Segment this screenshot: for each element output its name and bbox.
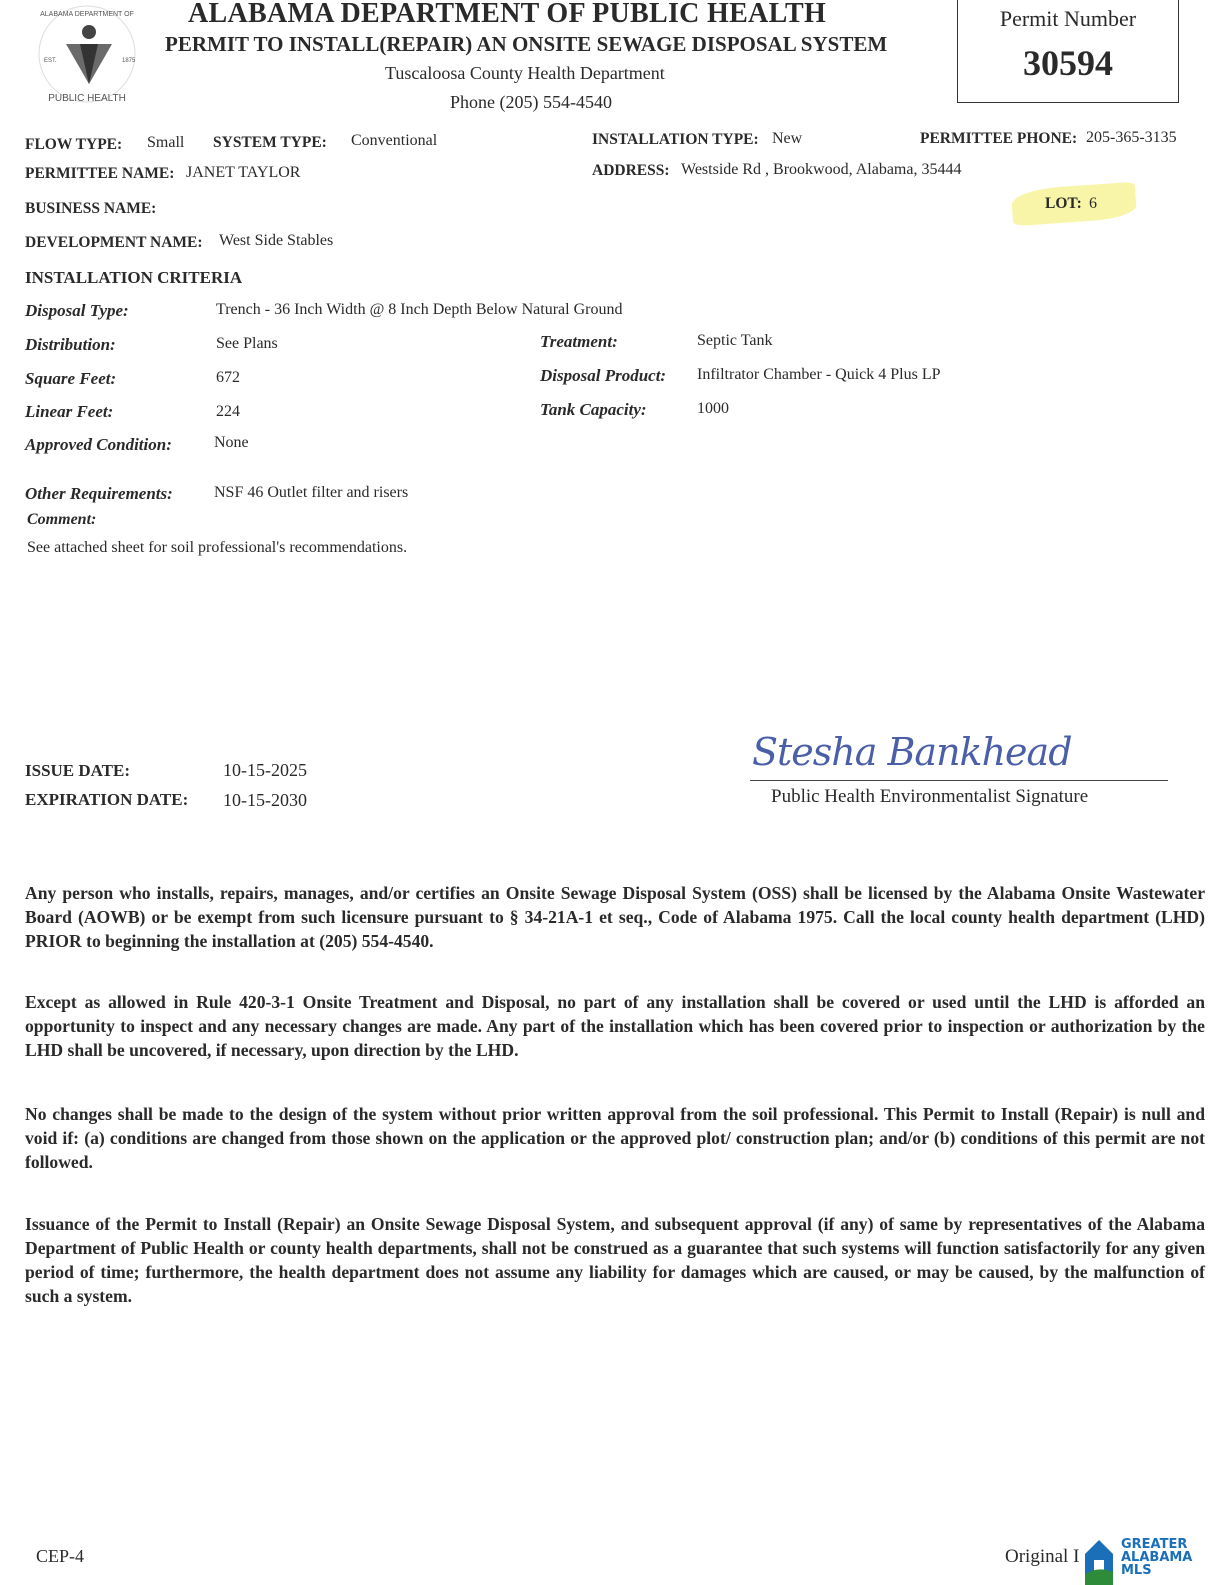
comment-value: See attached sheet for soil professional's recommendations. — [27, 539, 408, 556]
square-feet-label: Square Feet: — [25, 369, 117, 388]
expiration-date-value: 10-15-2030 — [223, 790, 307, 810]
lot-label: LOT: — [1045, 195, 1082, 212]
business-name-label: BUSINESS NAME: — [25, 200, 157, 217]
disposal-product-value: Infiltrator Chamber - Quick 4 Plus LP — [697, 366, 941, 383]
tank-capacity-value: 1000 — [697, 400, 729, 417]
approved-condition-label: Approved Condition: — [25, 435, 172, 454]
system-type-value: Conventional — [351, 132, 438, 149]
house-icon — [1084, 1538, 1114, 1585]
inspection-paragraph: Except as allowed in Rule 420-3-1 Onsite Treatment and Disposal, no part of any installation shall be covered or used until the LHD is afforded an opportunity to inspect and any necessary changes are made. Any part of the installation which has been covered prior to inspection or authorization by the LHD shall be uncovered, if necessary, upon direction by the LHD. — [25, 992, 1205, 1060]
treatment-value: Septic Tank — [697, 332, 773, 349]
address-value: Westside Rd , Brookwood, Alabama, 35444 — [681, 161, 962, 178]
mls-watermark — [1084, 1538, 1215, 1585]
issue-date-label: ISSUE DATE: — [25, 761, 131, 780]
installation-criteria-heading: INSTALLATION CRITERIA — [25, 268, 243, 287]
expiration-date-label: EXPIRATION DATE: — [25, 790, 189, 809]
permit-number: 30594 — [1023, 43, 1113, 83]
signature-line — [750, 780, 1168, 781]
disposal-type-label: Disposal Type: — [25, 301, 129, 320]
comment-label: Comment: — [27, 511, 97, 528]
tank-capacity-label: Tank Capacity: — [540, 400, 647, 419]
watermark-line: GREATER — [1121, 1537, 1188, 1552]
licensing-paragraph: Any person who installs, repairs, manages, and/or certifies an Onsite Sewage Disposal System (OSS) shall be licensed by the Alabama Onsite Wastewater Board (AOWB) or be exempt from such licensure pursuant to § 34-21A-1 et seq., Code of Alabama 1975. Call the local county health department (LHD) PRIOR to beginning the installation at (205) 554-4540. — [25, 883, 1205, 951]
other-requirements-label: Other Requirements: — [25, 484, 173, 503]
square-feet-value: 672 — [216, 369, 240, 386]
liability-paragraph: Issuance of the Permit to Install (Repair) an Onsite Sewage Disposal System, and subsequent approval (if any) of same by representatives of the Alabama Department of Public Health or county health departments, shall not be construed as a guarantee that such systems will function satisfactorily for any given period of time; furthermore, the health department does not assume any liability for damages which are caused, or may be caused, by the malfunction of such a system. — [25, 1214, 1205, 1306]
development-name-label: DEVELOPMENT NAME: — [25, 234, 203, 251]
distribution-label: Distribution: — [25, 335, 116, 354]
svg-text:EST.: EST. — [44, 58, 57, 64]
linear-feet-label: Linear Feet: — [25, 402, 114, 421]
permittee-name-value: JANET TAYLOR — [186, 164, 301, 181]
installation-type-value: New — [772, 130, 803, 147]
svg-text:ALABAMA DEPARTMENT OF: ALABAMA DEPARTMENT OF — [40, 11, 134, 18]
form-code: CEP-4 — [36, 1546, 85, 1566]
watermark-line: ALABAMA — [1121, 1550, 1193, 1565]
flow-type-value: Small — [147, 134, 185, 151]
linear-feet-value: 224 — [216, 403, 240, 420]
lot-value: 6 — [1089, 195, 1097, 212]
disposal-type-value: Trench - 36 Inch Width @ 8 Inch Depth Below Natural Ground — [216, 301, 623, 318]
address-label: ADDRESS: — [592, 162, 670, 179]
permittee-name-label: PERMITTEE NAME: — [25, 165, 175, 182]
permittee-phone-value: 205-365-3135 — [1086, 129, 1177, 146]
permit-number-label: Permit Number — [999, 6, 1137, 31]
flow-type-label: FLOW TYPE: — [25, 136, 123, 153]
changes-paragraph: No changes shall be made to the design of the system without prior written approval from the soil professional. This Permit to Install (Repair) is null and void if: (a) conditions are changed from those shown on the application or the approved plot/ construction plan; and/or (b) conditions of this permit are not followed. — [25, 1104, 1205, 1172]
permit-number-box — [957, 0, 1179, 103]
handwritten-signature: Stesha Bankhead — [752, 730, 1072, 774]
svg-text:PUBLIC HEALTH: PUBLIC HEALTH — [48, 93, 126, 104]
other-requirements-value: NSF 46 Outlet filter and risers — [214, 484, 409, 501]
approved-condition-value: None — [214, 434, 249, 451]
distribution-value: See Plans — [216, 335, 278, 352]
department-phone: Phone (205) 554-4540 — [450, 92, 612, 112]
permittee-phone-label: PERMITTEE PHONE: — [920, 130, 1078, 147]
signature-caption: Public Health Environmentalist Signature — [771, 786, 1089, 807]
disposal-product-label: Disposal Product: — [540, 366, 667, 385]
issue-date-value: 10-15-2025 — [223, 760, 307, 780]
department-title: ALABAMA DEPARTMENT OF PUBLIC HEALTH — [188, 0, 827, 29]
adph-logo — [30, 2, 145, 107]
svg-text:1875: 1875 — [122, 58, 136, 64]
development-name-value: West Side Stables — [219, 232, 334, 249]
permit-title: PERMIT TO INSTALL(REPAIR) AN ONSITE SEWAGE DISPOSAL SYSTEM — [165, 32, 888, 56]
installation-type-label: INSTALLATION TYPE: — [592, 131, 759, 148]
county-department: Tuscaloosa County Health Department — [385, 63, 665, 83]
system-type-label: SYSTEM TYPE: — [213, 134, 327, 151]
treatment-label: Treatment: — [540, 332, 618, 351]
watermark-line: MLS — [1121, 1563, 1152, 1578]
original-label: Original I — [1005, 1546, 1080, 1567]
